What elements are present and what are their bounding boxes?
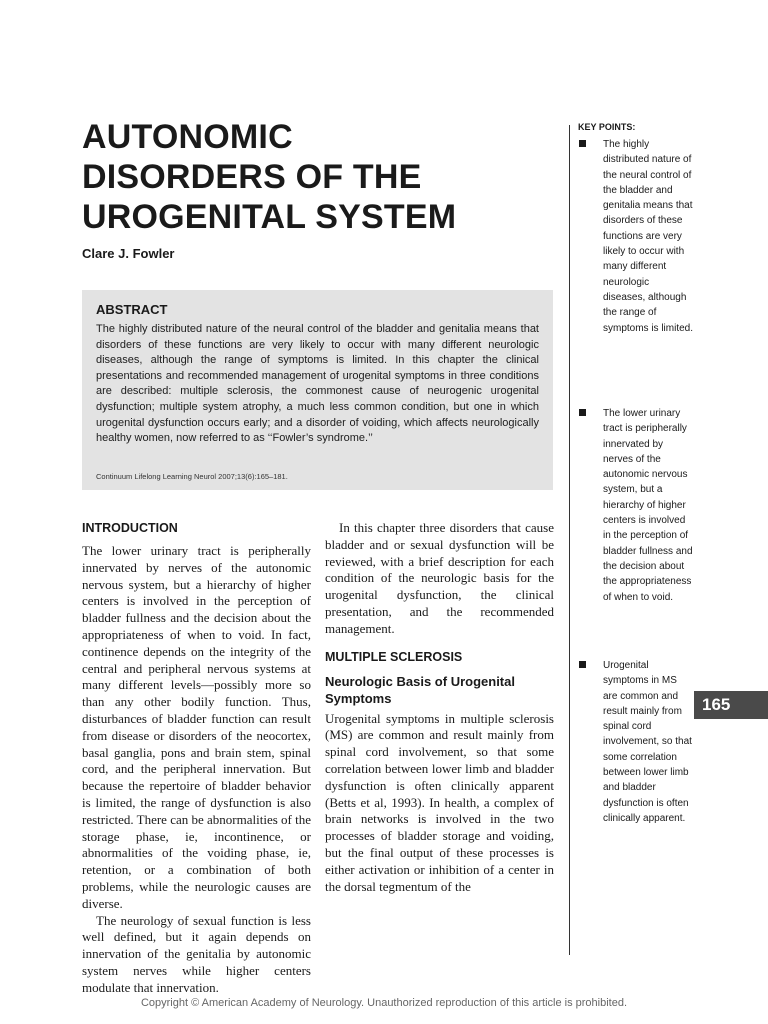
sidebar-divider	[569, 125, 570, 955]
title-line-1: AUTONOMIC	[82, 118, 293, 156]
multiple-sclerosis-heading: MULTIPLE SCLEROSIS	[325, 649, 463, 664]
author-name: Clare J. Fowler	[82, 246, 175, 261]
introduction-paragraph-3: In this chapter three disorders that cause bladder and or sexual dysfunction will be reviewed, with a brief description for each condition of the neurologic basis for the urogenital dysfunction, the clinical presentation, and the recommended management.	[325, 520, 554, 636]
abstract-citation: Continuum Lifelong Learning Neurol 2007;13(6):165–181.	[96, 472, 288, 481]
square-bullet-icon	[579, 140, 586, 147]
body-column-middle	[325, 520, 554, 895]
key-points-heading: KEY POINTS:	[578, 122, 636, 132]
multiple-sclerosis-paragraph-1: Urogenital symptoms in multiple sclerosis (MS) are common and result mainly from spinal cord involvement, so that some correlation between lower limb and bladder dysfunction is often clinically apparent (Betts et al, 1993). In health, a complex of brain networks is involved in the two processes of bladder storage and voiding, but the final output of these processes is either activation or inhibition of a center in the dorsal tegmentum of the	[325, 710, 554, 894]
key-point-text: The highly distributed nature of the neural control of the bladder and genitalia means that disorders of these functions are very likely to occur with many different neurologic diseases, although the range of symptoms is limited.	[603, 139, 694, 334]
neurologic-basis-subheading: Neurologic Basis of Urogenital Symptoms	[325, 673, 515, 706]
abstract-text: The highly distributed nature of the neural control of the bladder and genitalia means that disorders of these functions are very likely to occur with many different neurologic diseases, although the range of symptoms is limited. In this chapter the clinical presentations and recommended management of urogenital symptoms in three conditions are described: multiple sclerosis, the commonest cause of neurogenic urogenital dysfunction; multiple system atrophy, a much less common condition, but one in which urogenital dysfunction occurs early; and a disorder of voiding, which affects neurologically healthy women, now referred to as ‘‘Fowler’s syndrome.’’	[96, 323, 539, 445]
body-column-left	[82, 520, 311, 997]
square-bullet-icon	[579, 661, 586, 668]
square-bullet-icon	[579, 409, 586, 416]
introduction-paragraph-1: The lower urinary tract is peripherally innervated by nerves of the autonomic nervous system, but a hierarchy of higher centers is involved in the perception of bladder fullness and the decision about the appropriateness of when to void. In fact, continence depends on the integrity of the central and peripheral nervous systems at many different levels—possibly more so than any other bodily function. Thus, disturbances of bladder function can result from disease or disorders of the neocortex, basal ganglia, pons and brain stem, spinal cord, and the peripheral innervation. But because the repertoire of bladder behavior is limited, the range of dysfunction is also restricted. There can be abnormalities of the storage phase, ie, incontinence, or abnormalities of the voiding phase, ie, retention, or a combination of both problems, while the neurologic causes are diverse.	[82, 543, 311, 911]
title-line-2: DISORDERS OF THE	[82, 158, 422, 196]
key-point-text: Urogenital symptoms in MS are common and result mainly from spinal cord involvement, so that some correlation between lower limb and bladder dysfunction is often clinically apparent.	[603, 660, 692, 824]
article-title	[82, 117, 552, 237]
title-line-3: UROGENITAL SYSTEM	[82, 198, 457, 236]
introduction-heading: INTRODUCTION	[82, 521, 178, 535]
page-number-tab: 165	[694, 691, 768, 719]
introduction-paragraph-2: The neurology of sexual function is less well defined, but it again depends on innervation of the genitalia by autonomic system nerves while higher centers modulate that innervation.	[82, 912, 311, 995]
abstract-box	[82, 290, 553, 490]
key-point-text: The lower urinary tract is peripherally innervated by nerves of the autonomic nervous system, but a hierarchy of higher centers is involved in the perception of bladder fullness and the decision about the appropriateness of when to void.	[603, 408, 693, 603]
abstract-heading: ABSTRACT	[96, 302, 168, 317]
copyright-notice: Copyright © American Academy of Neurology. Unauthorized reproduction of this article is prohibited.	[140, 997, 628, 1009]
